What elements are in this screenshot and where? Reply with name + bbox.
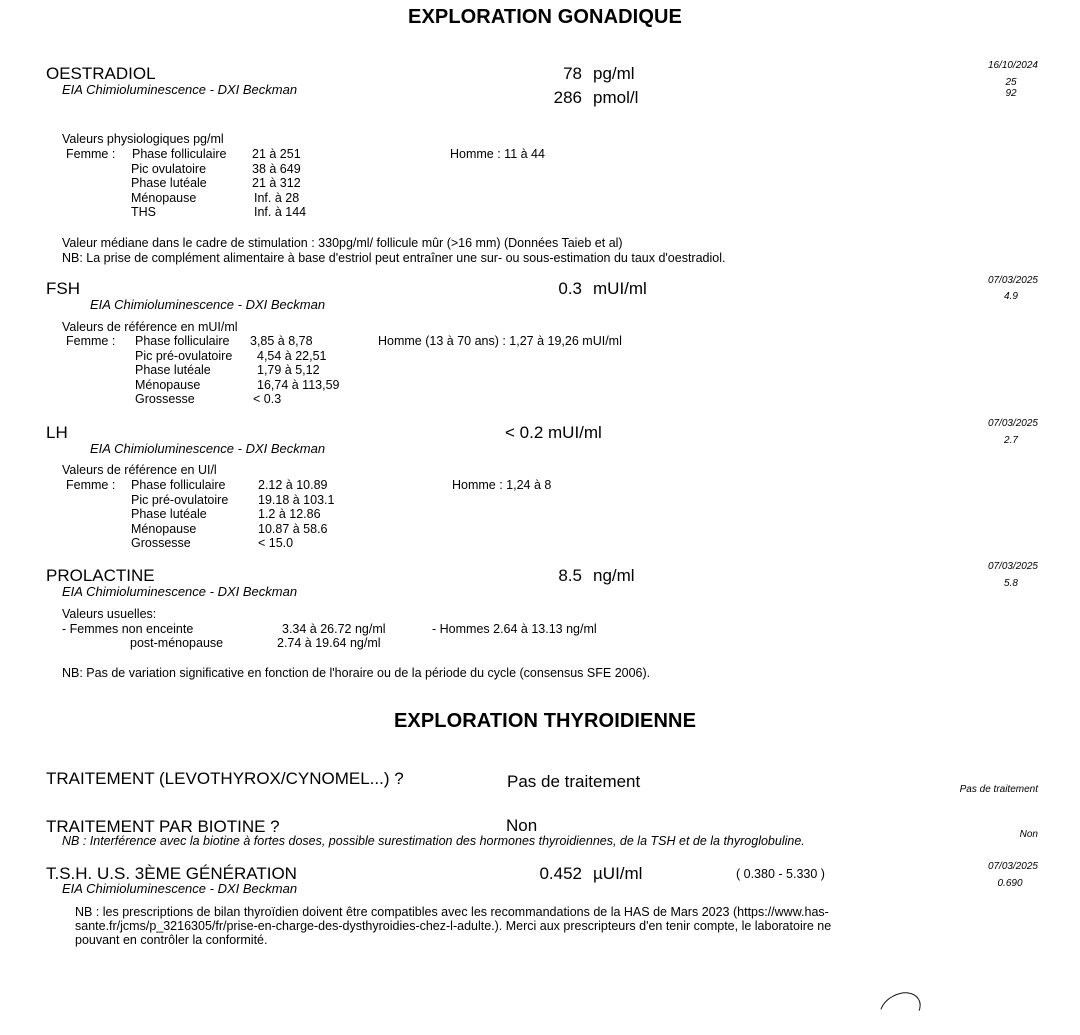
lh-history-date: 07/03/2025 xyxy=(987,418,1038,429)
traitement-value: Pas de traitement xyxy=(507,772,641,791)
oestradiol-homme-ref: Homme : 11 à 44 xyxy=(450,147,545,161)
ref-label: Grossesse xyxy=(131,536,191,551)
oestradiol-note-stimulation: Valeur médiane dans le cadre de stimulation : 330pg/ml/ follicule mûr (>16 mm) (Données Taieb et al) xyxy=(62,236,623,250)
ref-label: Pic pré-ovulatoire xyxy=(135,348,233,363)
oestradiol-name: OESTRADIOL xyxy=(46,64,156,83)
ref-value: 3,85 à 8,78 xyxy=(250,334,313,348)
oestradiol-unit-pg: pg/ml xyxy=(593,64,635,83)
lh-history-value: 2.7 xyxy=(1004,435,1018,446)
ref-value: 19.18 à 103.1 xyxy=(258,492,335,507)
fsh-value: 0.3 xyxy=(558,279,582,298)
ref-label: Grossesse xyxy=(135,392,195,407)
prolactine-femmes-label: - Femmes non enceinte xyxy=(62,622,194,636)
femme-label: Femme : xyxy=(66,478,116,492)
ref-value: 1,79 à 5,12 xyxy=(257,363,320,378)
tsh-value: 0.452 xyxy=(539,864,582,883)
ref-label: Phase folliculaire xyxy=(135,334,230,348)
section-title-thyroidienne: EXPLORATION THYROIDIENNE xyxy=(393,710,697,732)
lh-ref-table xyxy=(0,478,700,551)
ref-label: THS xyxy=(131,205,156,220)
ref-value: Inf. à 144 xyxy=(254,205,307,220)
prolactine-history-value: 5.8 xyxy=(1004,578,1018,589)
lh-name: LH xyxy=(46,423,68,442)
biotine-value: Non xyxy=(506,816,538,835)
femme-label: Femme : xyxy=(66,147,116,161)
ref-value: 16,74 à 113,59 xyxy=(257,377,340,392)
ref-label: Pic ovulatoire xyxy=(131,161,207,176)
prolactine-name: PROLACTINE xyxy=(46,566,155,585)
prolactine-note: NB: Pas de variation significative en fonction de l'horaire ou de la période du cycle (consensus SFE 2006). xyxy=(62,666,651,680)
traitement-history: Pas de traitement xyxy=(959,784,1038,795)
oestradiol-history-value2: 92 xyxy=(1005,88,1017,99)
lh-method: EIA Chimioluminescence - DXI Beckman xyxy=(90,441,326,456)
oestradiol-value-pmol: 286 xyxy=(553,88,582,107)
ref-label: Ménopause xyxy=(135,377,201,392)
tsh-history-date: 07/03/2025 xyxy=(987,861,1038,872)
fsh-ref-title: Valeurs de référence en mUI/ml xyxy=(62,320,238,334)
ref-label: Phase lutéale xyxy=(131,507,207,522)
prolactine-femmes-value: 3.34 à 26.72 ng/ml xyxy=(282,622,386,636)
prolactine-ref-title: Valeurs usuelles: xyxy=(62,607,157,621)
ref-value: < 15.0 xyxy=(258,536,294,551)
tsh-name: T.S.H. U.S. 3ÈME GÉNÉRATION xyxy=(46,864,297,883)
fsh-unit: mUI/ml xyxy=(593,279,647,298)
oestradiol-method: EIA Chimioluminescence - DXI Beckman xyxy=(62,82,298,97)
tsh-history-value: 0.690 xyxy=(997,878,1023,889)
ref-value: 2.12 à 10.89 xyxy=(258,478,328,492)
lh-ref-title: Valeurs de référence en UI/l xyxy=(62,463,217,477)
ref-label: Phase lutéale xyxy=(131,176,207,191)
ref-value: 21 à 312 xyxy=(252,176,301,191)
prolactine-value: 8.5 xyxy=(558,566,582,585)
biotine-name: TRAITEMENT PAR BIOTINE ? xyxy=(46,817,280,836)
tsh-reference-range: ( 0.380 - 5.330 ) xyxy=(736,867,825,881)
ref-label: Phase folliculaire xyxy=(131,478,226,492)
tsh-method: EIA Chimioluminescence - DXI Beckman xyxy=(62,881,298,896)
ref-value: < 0.3 xyxy=(253,392,282,407)
lh-value: < 0.2 mUI/ml xyxy=(505,423,602,442)
ref-value: 4,54 à 22,51 xyxy=(257,348,327,363)
fsh-homme-ref: Homme (13 à 70 ans) : 1,27 à 19,26 mUI/ml xyxy=(378,334,622,348)
oestradiol-unit-pmol: pmol/l xyxy=(593,88,639,107)
ref-value: 10.87 à 58.6 xyxy=(258,521,328,536)
traitement-name: TRAITEMENT (LEVOTHYROX/CYNOMEL...) ? xyxy=(46,769,404,788)
biotine-note: NB : Interférence avec la biotine à fortes doses, possible surestimation des hormones thyroidiennes, de la TSH et de la thyroglobuline. xyxy=(62,834,805,848)
ref-label: Ménopause xyxy=(131,521,197,536)
oestradiol-note-estriol: NB: La prise de complément alimentaire à base d'estriol peut entraîner une sur- ou sous-estimation du taux d'oestradiol. xyxy=(62,251,726,265)
ref-label: Phase lutéale xyxy=(135,363,211,378)
fsh-name: FSH xyxy=(46,279,80,298)
section-title-gonadique: EXPLORATION GONADIQUE xyxy=(408,6,682,28)
prolactine-postmeno-value: 2.74 à 19.64 ng/ml xyxy=(277,636,381,650)
ref-value: Inf. à 28 xyxy=(254,190,300,205)
ref-value: 38 à 649 xyxy=(252,161,301,176)
oestradiol-ref-table xyxy=(0,147,700,220)
ref-label: Phase folliculaire xyxy=(132,147,227,161)
prolactine-method: EIA Chimioluminescence - DXI Beckman xyxy=(62,584,298,599)
lh-homme-ref: Homme : 1,24 à 8 xyxy=(452,478,552,492)
oestradiol-ref-title: Valeurs physiologiques pg/ml xyxy=(62,132,224,146)
prolactine-hommes-ref: - Hommes 2.64 à 13.13 ng/ml xyxy=(432,622,597,636)
prolactine-postmeno-label: post-ménopause xyxy=(130,636,224,650)
fsh-method: EIA Chimioluminescence - DXI Beckman xyxy=(90,297,326,312)
ref-value: 1.2 à 12.86 xyxy=(258,507,321,522)
ref-label: Ménopause xyxy=(131,190,197,205)
oestradiol-history-date: 16/10/2024 xyxy=(987,60,1038,71)
prolactine-unit: ng/ml xyxy=(593,566,635,585)
ref-value: 21 à 251 xyxy=(252,147,301,161)
biotine-history: Non xyxy=(1019,829,1038,840)
oestradiol-value-pg: 78 xyxy=(563,64,582,83)
oestradiol-history-value1: 25 xyxy=(1005,77,1017,88)
tsh-note-line3: pouvant en contrôler la conformité. xyxy=(75,933,268,947)
signature-mark xyxy=(873,985,927,1035)
femme-label: Femme : xyxy=(66,334,116,348)
fsh-history-date: 07/03/2025 xyxy=(987,275,1038,286)
ref-label: Pic pré-ovulatoire xyxy=(131,492,229,507)
tsh-note-line1: NB : les prescriptions de bilan thyroïdien doivent être compatibles avec les recommandations de la HAS de Mars 2023 (https://www.has- xyxy=(75,905,829,919)
tsh-note-line2: sante.fr/jcms/p_3216305/fr/prise-en-charge-des-dysthyroidies-chez-l-adulte.). Merci aux prescripteurs d'en tenir compte, le laboratoire ne xyxy=(75,919,832,933)
prolactine-history-date: 07/03/2025 xyxy=(987,561,1038,572)
fsh-history-value: 4.9 xyxy=(1004,291,1018,302)
tsh-unit: µUI/ml xyxy=(593,864,643,883)
